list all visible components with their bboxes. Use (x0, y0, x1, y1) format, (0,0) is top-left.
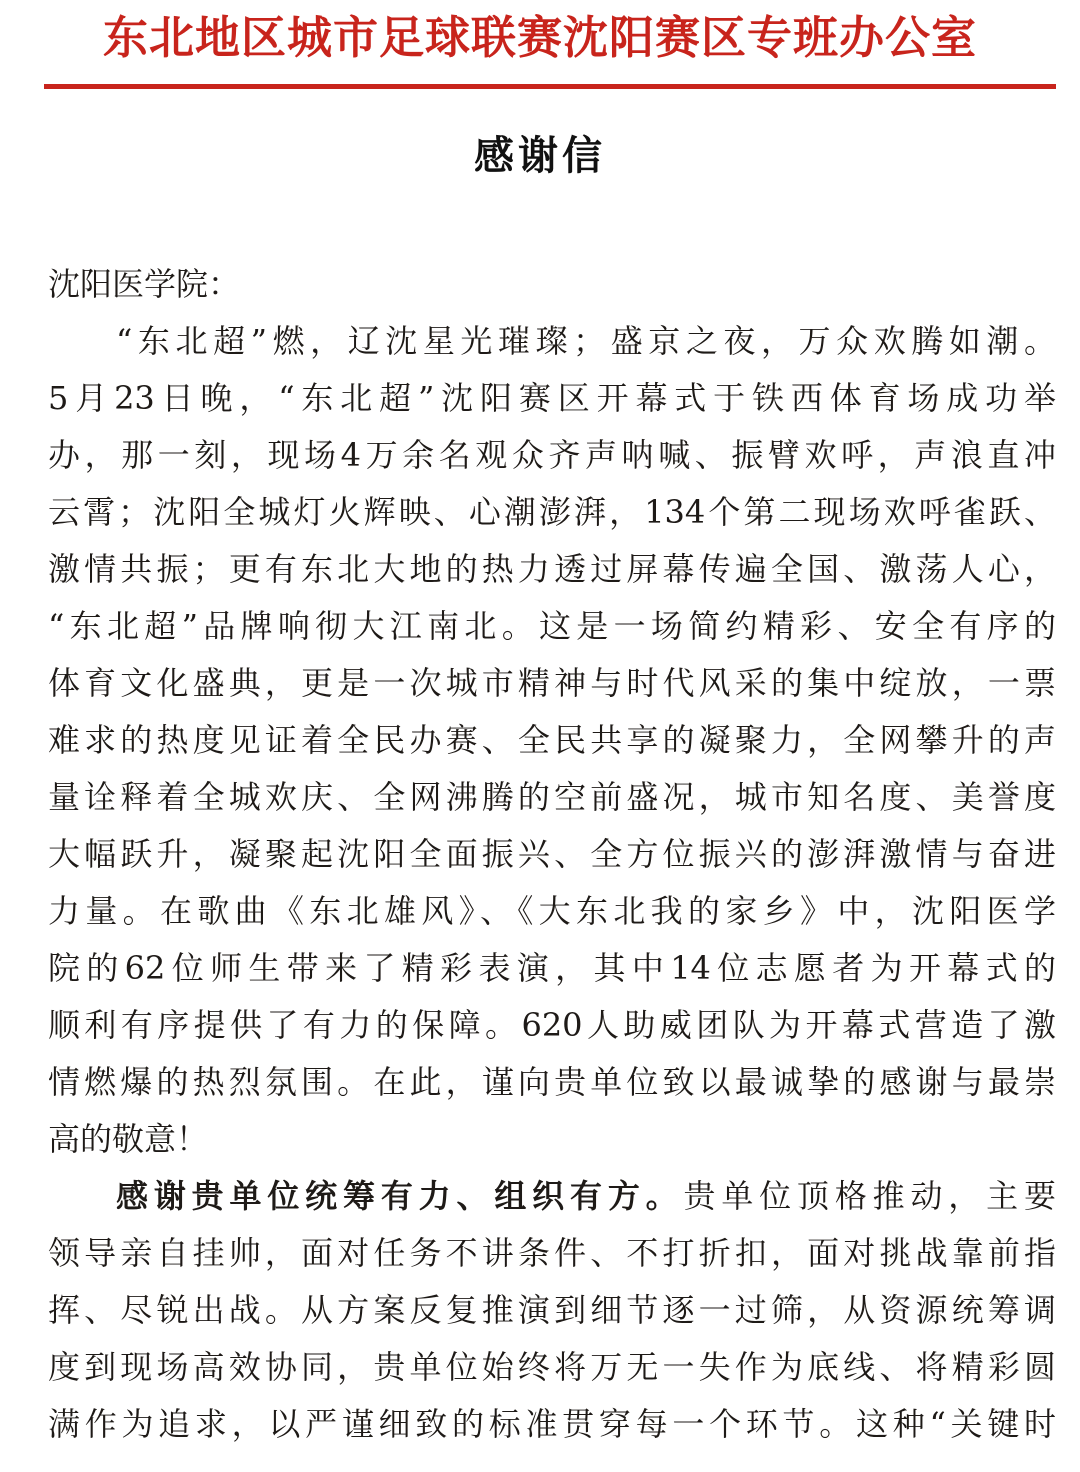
letterhead-red-rule (44, 84, 1056, 89)
paragraph-1-line: 云霄；沈阳全城灯火辉映、心潮澎湃，134个第二现场欢呼雀跃、 (48, 493, 1056, 531)
paragraph-1-line: 体育文化盛典，更是一次城市精神与时代风采的集中绽放，一票 (48, 664, 1056, 702)
organization-name: 东北地区城市足球联赛沈阳赛区专班办公室 (102, 11, 977, 64)
paragraph-1-line: 院的62位师生带来了精彩表演，其中14位志愿者为开幕式的 (48, 949, 1056, 987)
paragraph-2-first-line (48, 1168, 1056, 1225)
paragraph-2-line: 满作为追求，以严谨细致的标准贯穿每一个环节。这种“关键时 (48, 1405, 1056, 1443)
paragraph-1 (48, 313, 1056, 1168)
paragraph-1-line: 量诠释着全城欢庆、全网沸腾的空前盛况，城市知名度、美誉度 (48, 778, 1056, 816)
paragraph-1-line: 办，那一刻，现场4万余名观众齐声呐喊、振臂欢呼，声浪直冲 (48, 436, 1056, 474)
salutation: 沈阳医学院： (48, 265, 241, 303)
letter-title: 感谢信 (474, 133, 606, 179)
paragraph-1-line: 激情共振；更有东北大地的热力透过屏幕传遍全国、激荡人心， (48, 550, 1056, 588)
paragraph-1-line: “东北超”燃，辽沈星光璀璨；盛京之夜，万众欢腾如潮。 (116, 322, 1056, 360)
paragraph-1-line: 大幅跃升，凝聚起沈阳全面振兴、全方位振兴的澎湃激情与奋进 (48, 835, 1056, 873)
paragraph-1-line: 力量。在歌曲《东北雄风》、《大东北我的家乡》中，沈阳医学 (48, 892, 1056, 930)
paragraph-1-line: “东北超”品牌响彻大江南北。这是一场简约精彩、安全有序的 (48, 607, 1056, 645)
paragraph-1-line: 情燃爆的热烈氛围。在此，谨向贵单位致以最诚挚的感谢与最崇 (48, 1063, 1056, 1101)
paragraph-1-line: 高的敬意！ (48, 1120, 209, 1158)
paragraph-2-line: 度到现场高效协同，贵单位始终将万无一失作为底线、将精彩圆 (48, 1348, 1056, 1386)
paragraph-1-line: 难求的热度见证着全民办赛、全民共享的凝聚力，全网攀升的声 (48, 721, 1056, 759)
paragraph-1-line: 5月23日晚，“东北超”沈阳赛区开幕式于铁西体育场成功举 (48, 379, 1056, 417)
paragraph-2-bold-lead: 感谢贵单位统筹有力、组织有方。 (116, 1177, 684, 1215)
letterhead (0, 0, 1080, 92)
paragraph-2 (48, 1168, 1056, 1453)
paragraph-2-line: 挥、尽锐出战。从方案反复推演到细节逐一过筛，从资源统筹调 (48, 1291, 1056, 1329)
paragraph-2-first-line-rest: 贵单位顶格推动，主要 (683, 1177, 1056, 1215)
paragraph-1-line: 顺利有序提供了有力的保障。620人助威团队为开幕式营造了激 (48, 1006, 1056, 1044)
paragraph-2-line: 领导亲自挂帅，面对任务不讲条件、不打折扣，面对挑战靠前指 (48, 1234, 1056, 1272)
letter-body (48, 256, 1056, 1453)
